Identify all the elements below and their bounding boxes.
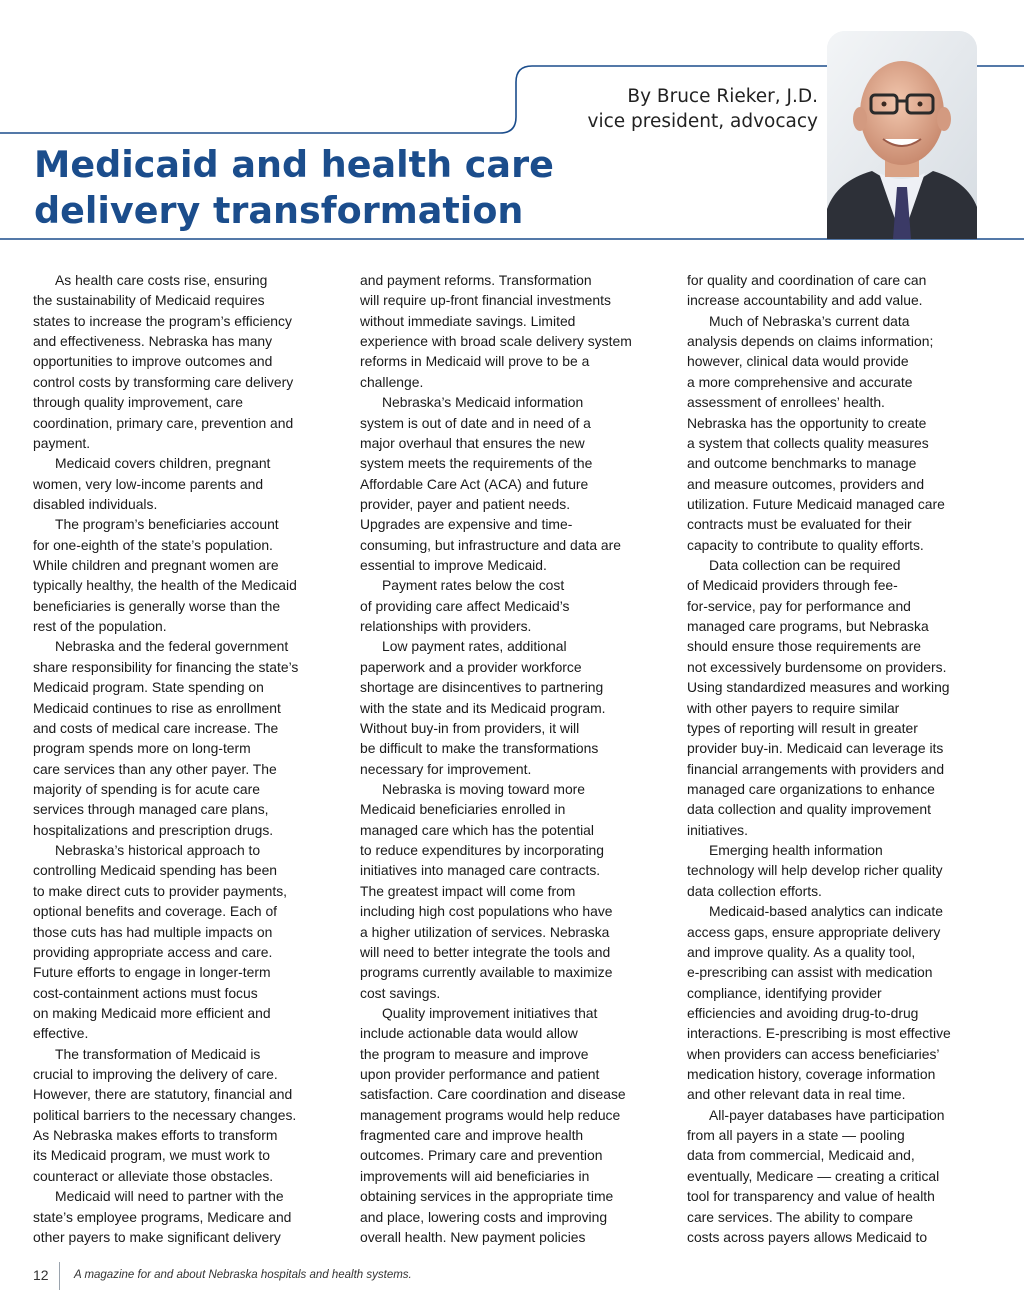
text-line: improvements will aid beneficiaries in [360, 1167, 590, 1184]
text-line: types of reporting will result in greater [687, 719, 918, 736]
text-line: obtaining services in the appropriate time [360, 1188, 614, 1205]
byline-name: By Bruce Rieker, J.D. [627, 86, 818, 107]
text-line: major overhaul that ensures the new [360, 434, 585, 451]
text-line: Medicaid beneficiaries enrolled in [360, 801, 566, 818]
text-line: including high cost populations who have [360, 903, 613, 920]
text-line: efficiencies and avoiding drug-to-drug [687, 1004, 919, 1021]
author-photo [827, 31, 977, 239]
text-line: care services. The ability to compare [687, 1208, 913, 1225]
text-line: should ensure those requirements are [687, 638, 921, 655]
footer-tagline: A magazine for and about Nebraska hospitals and health systems. [74, 1269, 412, 1281]
text-line: However, there are statutory, financial and [33, 1086, 293, 1103]
text-line: for one-eighth of the state’s population. [33, 536, 273, 553]
text-line: initiatives. [687, 821, 748, 838]
text-line: women, very low-income parents and [33, 475, 264, 492]
text-line: hospitalizations and prescription drugs. [33, 821, 274, 838]
text-line: While children and pregnant women are [33, 557, 279, 574]
text-line: data collection efforts. [687, 882, 822, 899]
text-line: As Nebraska makes efforts to transform [33, 1127, 278, 1144]
text-line: eventually, Medicare — creating a critical [687, 1167, 940, 1184]
text-line: counteract or alleviate those obstacles. [33, 1167, 274, 1184]
text-line: Medicaid continues to rise as enrollment [33, 699, 281, 716]
text-line: The program’s beneficiaries account [55, 516, 279, 533]
text-line: not excessively burdensome on providers. [687, 658, 947, 675]
text-line: typically healthy, the health of the Medicaid [33, 577, 297, 594]
text-line: services through managed care plans, [33, 801, 269, 818]
text-line: shortage are disincentives to partnering [360, 679, 604, 696]
text-line: data collection and quality improvement [687, 801, 931, 818]
text-line: share responsibility for financing the state’s [33, 658, 299, 675]
text-line: programs currently available to maximize [360, 964, 613, 981]
text-line: managed care programs, but Nebraska [687, 618, 929, 635]
text-line: fragmented care and improve health [360, 1127, 584, 1144]
article-title [34, 142, 554, 234]
author-byline [520, 84, 818, 134]
text-line: the program to measure and improve [360, 1045, 589, 1062]
text-line: compliance, identifying provider [687, 984, 882, 1001]
text-line: rest of the population. [33, 618, 167, 635]
text-line: managed care which has the potential [360, 821, 594, 838]
text-line: necessary for improvement. [360, 760, 532, 777]
text-line: contracts must be evaluated for their [687, 516, 912, 533]
text-line: and outcome benchmarks to manage [687, 455, 917, 472]
footer-divider [59, 1262, 60, 1290]
text-line: to reduce expenditures by incorporating [360, 842, 605, 859]
text-line: financial arrangements with providers and [687, 760, 945, 777]
text-line: provider, payer and patient needs. [360, 495, 571, 512]
text-line: when providers can access beneficiaries’ [687, 1045, 940, 1062]
text-line: and costs of medical care increase. The [33, 719, 279, 736]
text-line: providing appropriate access and care. [33, 943, 273, 960]
text-line: cost-containment actions must focus [33, 984, 258, 1001]
text-line: access gaps, ensure appropriate delivery [687, 923, 941, 940]
text-line: on making Medicaid more efficient and [33, 1004, 271, 1021]
text-line: costs across payers allows Medicaid to [687, 1228, 928, 1245]
text-line: Nebraska is moving toward more [382, 780, 586, 797]
text-line: medication history, coverage information [687, 1066, 936, 1083]
text-line: increase accountability and add value. [687, 292, 923, 309]
text-line: Future efforts to engage in longer-term [33, 964, 271, 981]
text-line: paperwork and a provider workforce [360, 658, 582, 675]
text-line: The transformation of Medicaid is [55, 1045, 261, 1062]
text-line: those cuts has had multiple impacts on [33, 923, 273, 940]
text-line: Upgrades are expensive and time- [360, 516, 573, 533]
text-line: with other payers to require similar [687, 699, 900, 716]
text-line: overall health. New payment policies [360, 1228, 586, 1245]
text-line: from all payers in a state — pooling [687, 1127, 905, 1144]
author-portrait-icon [827, 31, 977, 239]
page-footer [0, 1262, 1024, 1292]
article-column-1 [33, 270, 343, 1247]
text-line: and place, lowering costs and improving [360, 1208, 608, 1225]
text-line: Affordable Care Act (ACA) and future [360, 475, 589, 492]
text-line: of providing care affect Medicaid’s [360, 597, 570, 614]
text-line: Medicaid program. State spending on [33, 679, 264, 696]
text-line: Low payment rates, additional [382, 638, 567, 655]
text-line: tool for transparency and value of health [687, 1188, 935, 1205]
text-line: Medicaid will need to partner with the [55, 1188, 284, 1205]
text-line: political barriers to the necessary changes. [33, 1106, 297, 1123]
text-line: analysis depends on claims information; [687, 333, 934, 350]
text-line: care services than any other payer. The [33, 760, 277, 777]
text-line: controlling Medicaid spending has been [33, 862, 278, 879]
text-line: and effectiveness. Nebraska has many [33, 333, 273, 350]
text-line: disabled individuals. [33, 495, 158, 512]
text-line: Much of Nebraska’s current data [709, 312, 910, 329]
text-line: without immediate savings. Limited [360, 312, 576, 329]
text-line: challenge. [360, 373, 424, 390]
text-line: Medicaid-based analytics can indicate [709, 903, 943, 920]
text-line: essential to improve Medicaid. [360, 557, 547, 574]
text-line: payment. [33, 434, 91, 451]
text-line: and other relevant data in real time. [687, 1086, 906, 1103]
text-line: Nebraska’s Medicaid information [382, 394, 584, 411]
text-line: Nebraska and the federal government [55, 638, 289, 655]
text-line: control costs by transforming care delivery [33, 373, 294, 390]
text-line: a system that collects quality measures [687, 434, 929, 451]
text-line: Payment rates below the cost [382, 577, 565, 594]
text-line: system is out of date and in need of a [360, 414, 591, 431]
text-line: opportunities to improve outcomes and [33, 353, 273, 370]
text-line: satisfaction. Care coordination and disease [360, 1086, 626, 1103]
text-line: assessment of enrollees’ health. [687, 394, 885, 411]
text-line: system meets the requirements of the [360, 455, 593, 472]
byline-role: vice president, advocacy [587, 111, 818, 132]
text-line: a higher utilization of services. Nebraska [360, 923, 610, 940]
text-line: and improve quality. As a quality tool, [687, 943, 916, 960]
text-line: The greatest impact will come from [360, 882, 576, 899]
text-line: data from commercial, Medicaid and, [687, 1147, 915, 1164]
text-line: Using standardized measures and working [687, 679, 950, 696]
text-line: through quality improvement, care [33, 394, 244, 411]
text-line: upon provider performance and patient [360, 1066, 600, 1083]
text-line: cost savings. [360, 984, 441, 1001]
text-line: will need to better integrate the tools and [360, 943, 611, 960]
text-line: however, clinical data would provide [687, 353, 909, 370]
text-line: Nebraska has the opportunity to create [687, 414, 927, 431]
text-line: beneficiaries is generally worse than the [33, 597, 281, 614]
text-line: and measure outcomes, providers and [687, 475, 925, 492]
text-line: other payers to make significant delivery [33, 1228, 281, 1245]
text-line: utilization. Future Medicaid managed care [687, 495, 945, 512]
text-line: As health care costs rise, ensuring [55, 272, 268, 288]
text-line: Nebraska’s historical approach to [55, 842, 261, 859]
text-line: for quality and coordination of care can [687, 272, 927, 288]
title-line: Medicaid and health care [34, 143, 554, 186]
text-line: managed care organizations to enhance [687, 780, 935, 797]
text-line: include actionable data would allow [360, 1025, 578, 1042]
text-line: will require up-front financial investments [360, 292, 611, 309]
text-line: Emerging health information [709, 842, 883, 859]
text-line: effective. [33, 1025, 89, 1042]
article-column-2 [360, 270, 670, 1247]
text-line: its Medicaid program, we must work to [33, 1147, 270, 1164]
text-line: state’s employee programs, Medicare and [33, 1208, 292, 1225]
text-line: Without buy-in from providers, it will [360, 719, 580, 736]
text-line: states to increase the program’s efficiency [33, 312, 292, 329]
text-line: with the state and its Medicaid program. [360, 699, 606, 716]
text-line: to make direct cuts to provider payments, [33, 882, 287, 899]
text-line: e-prescribing can assist with medication [687, 964, 933, 981]
text-line: provider buy-in. Medicaid can leverage its [687, 740, 944, 757]
text-line: Data collection can be required [709, 557, 901, 574]
text-line: for-service, pay for performance and [687, 597, 911, 614]
text-line: interactions. E-prescribing is most effective [687, 1025, 951, 1042]
text-line: initiatives into managed care contracts. [360, 862, 601, 879]
text-line: All-payer databases have participation [709, 1106, 945, 1123]
title-line: delivery transformation [34, 189, 524, 232]
text-line: be difficult to make the transformations [360, 740, 599, 757]
text-line: crucial to improving the delivery of care. [33, 1066, 278, 1083]
text-line: program spends more on long-term [33, 740, 251, 757]
text-line: capacity to contribute to quality efforts. [687, 536, 924, 553]
text-line: and payment reforms. Transformation [360, 272, 592, 288]
text-line: outcomes. Primary care and prevention [360, 1147, 603, 1164]
text-line: optional benefits and coverage. Each of [33, 903, 278, 920]
text-line: reforms in Medicaid will prove to be a [360, 353, 590, 370]
text-line: majority of spending is for acute care [33, 780, 260, 797]
text-line: experience with broad scale delivery system [360, 333, 632, 350]
text-line: management programs would help reduce [360, 1106, 621, 1123]
text-line: of Medicaid providers through fee- [687, 577, 898, 594]
text-line: Quality improvement initiatives that [382, 1004, 598, 1021]
page-number: 12 [33, 1267, 49, 1283]
text-line: relationships with providers. [360, 618, 532, 635]
text-line: a more comprehensive and accurate [687, 373, 913, 390]
text-line: technology will help develop richer quality [687, 862, 943, 879]
text-line: Medicaid covers children, pregnant [55, 455, 271, 472]
article-column-3 [687, 270, 997, 1247]
text-line: the sustainability of Medicaid requires [33, 292, 265, 309]
text-line: consuming, but infrastructure and data are [360, 536, 621, 553]
text-line: coordination, primary care, prevention and [33, 414, 294, 431]
